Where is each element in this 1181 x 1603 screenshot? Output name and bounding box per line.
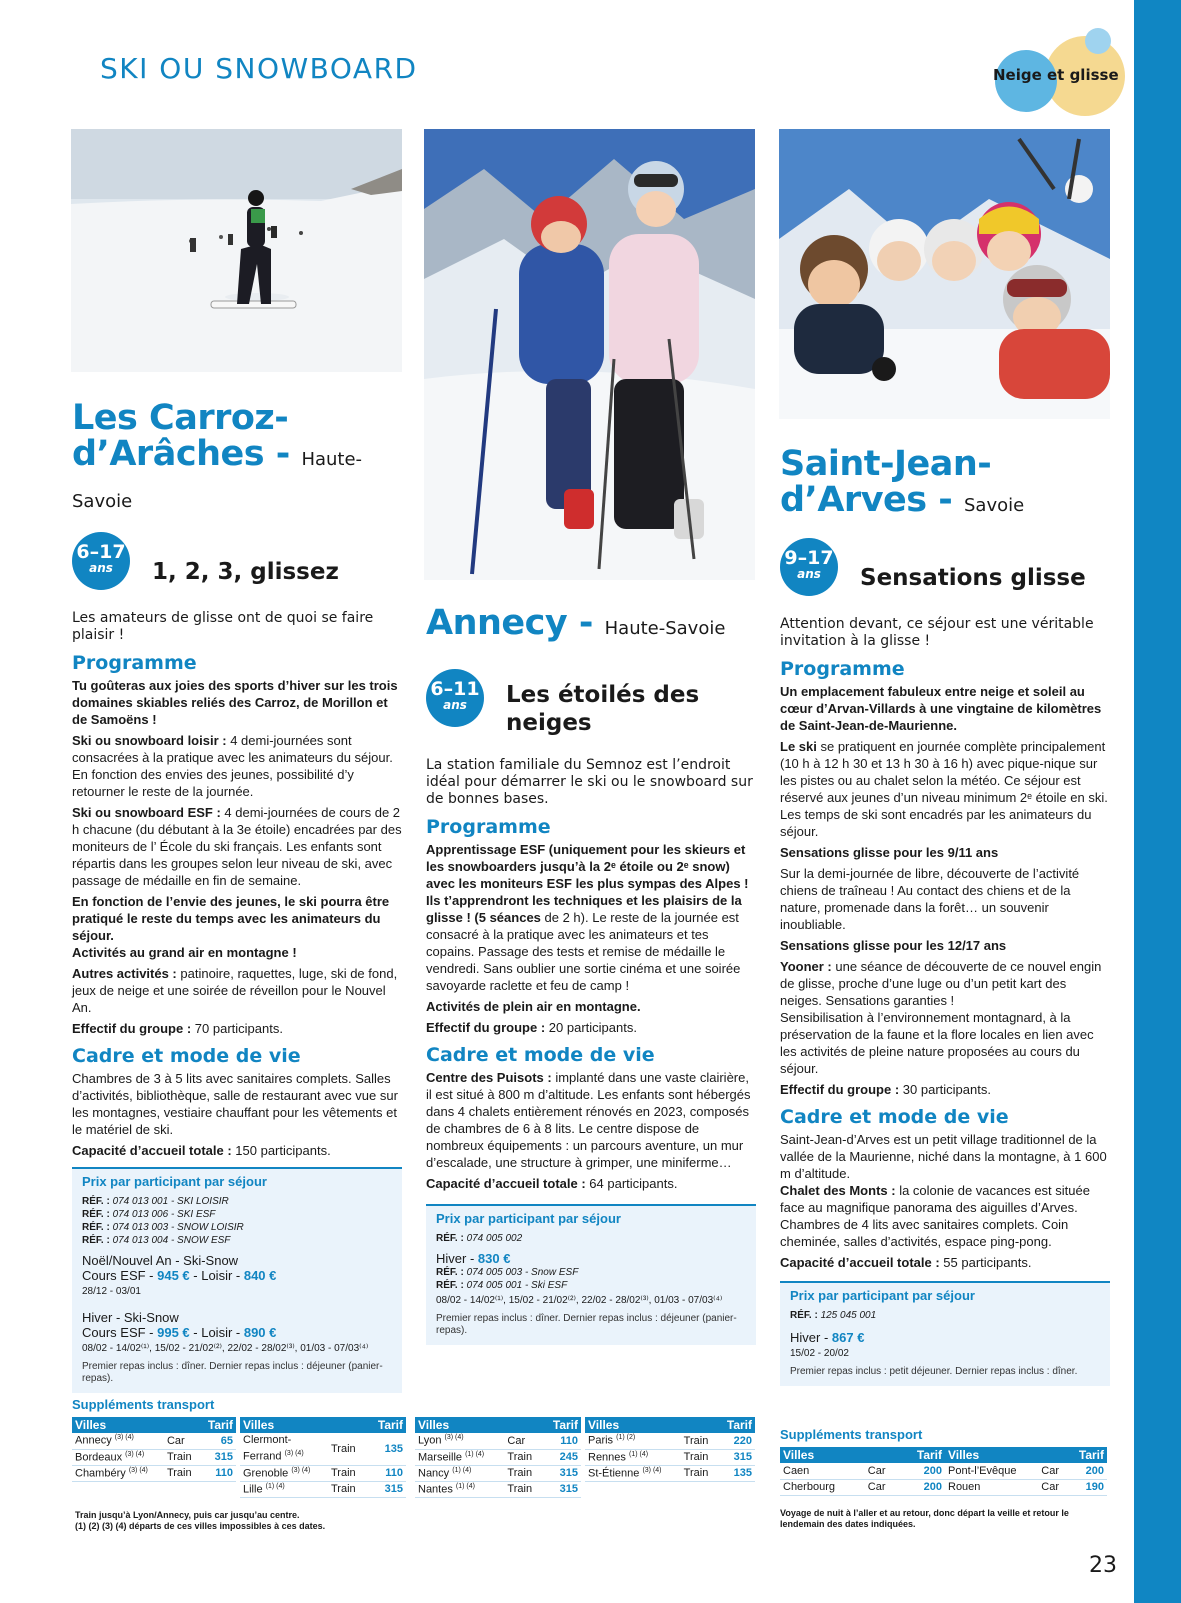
city-name: Paris [588,1435,614,1448]
transport-price: 110 [200,1465,236,1481]
ref-code: 074 005 003 - Snow ESF [466,1267,579,1278]
city-name: Rouen [945,1479,1038,1495]
ref-label: RÉF. : [82,1196,110,1207]
price-dates: 08/02 - 14/02⁽¹⁾, 15/02 - 21/02⁽²⁾, 22/02 - 28/02⁽³⁾, 01/03 - 07/03⁽⁴⁾ [436,1295,723,1306]
stay-title: Sensations glisse [860,565,1086,591]
price-value: 890 € [243,1325,277,1340]
price-value: 867 € [831,1330,865,1345]
transport-mode: Car [164,1433,200,1449]
footnote-mark: (3) (4) [114,1434,134,1442]
group-size-value: 30 participants. [899,1082,991,1097]
transport-mode: Train [504,1449,542,1465]
ref-line [790,1309,1100,1322]
table-row [945,1463,1107,1479]
price-period: Noël/Nouvel An - Ski-Snow [82,1253,239,1268]
stay-title: Les étoilés des neiges [506,682,700,736]
group-size-label: Effectif du groupe : [72,1021,192,1036]
table-row [585,1465,755,1481]
cadre-text: Saint-Jean-d’Arves est un petit village traditionnel de la vallée de la Maurienne, niché dans la montagne, à 1 600 m d’altitude. [780,1132,1107,1181]
capacity-label: Capacité d’accueil totale : [72,1143,232,1158]
destination-title [72,400,402,520]
transport-mode: Car [1038,1479,1068,1495]
ref-label: RÉF. : [82,1209,110,1220]
cadre-label: Chalet des Monts : [780,1183,896,1198]
column-header-price: Tarif [1068,1447,1107,1463]
capacity-value: 55 participants. [939,1255,1032,1270]
programme-detail: de 2 h). Le reste de la journée est consacré à la pratique avec les animateurs et tes copains. Passage des tests et remise de médaille le vendredi. Sans oublier une sortie cinéma et une soirée savoyarde raclette et feu de camp ! [426,910,741,993]
transport-price: 315 [367,1481,406,1497]
transport-price: 245 [542,1449,581,1465]
group-size [72,1020,402,1037]
heading-cadre: Cadre et mode de vie [780,1106,1009,1128]
footnote-mark: (1) (4) [455,1482,475,1490]
city-name: Lille [243,1483,263,1496]
meal-note: Premier repas inclus : petit déjeuner. Dernier repas inclus : dîner. [790,1366,1078,1377]
footnote-line: Train jusqu’à Lyon/Annecy, puis car jusqu’au centre. [75,1510,300,1520]
group-size [780,1081,1110,1098]
price-value: 830 € [477,1251,511,1266]
table-row [415,1433,581,1449]
programme-subheading: Sensations glisse pour les 12/17 ans [780,938,1007,953]
ref-label: RÉF. : [82,1222,110,1233]
ref-label: RÉF. : [82,1235,110,1246]
age-badge [780,538,838,596]
transport-price: 65 [200,1433,236,1449]
transport-table [240,1417,406,1498]
footnote-mark: (1) (4) [465,1450,485,1458]
table-row [780,1479,945,1495]
transport-price: 110 [542,1433,581,1449]
destination-title [426,605,756,647]
badge-circle-small [1085,28,1111,54]
heading-programme: Programme [426,816,551,838]
price-heading: Prix par participant par séjour [82,1174,267,1189]
price-dates: 15/02 - 20/02 [790,1348,849,1359]
programme-text: Un emplacement fabuleux entre neige et soleil au cœur d’Arvan-Villards à une vingtaine de kilomètres de Saint-Jean-de-Maurienne. [780,684,1102,733]
transport-price: 315 [542,1465,581,1481]
ref-label: RÉF. : [436,1233,464,1244]
footnote-mark: (3) (4) [128,1466,148,1474]
stay-annecy [426,605,756,1345]
stay-intro: Les amateurs de glisse ont de quoi se faire plaisir ! [72,610,374,643]
transport-price: 220 [718,1433,755,1449]
ref-label: RÉF. : [436,1267,464,1278]
meal-note: Premier repas inclus : dîner. Dernier repas inclus : déjeuner (panier-repas). [436,1313,737,1336]
photo-kids-skiing [424,129,755,580]
capacity [72,1142,402,1159]
programme-text [780,738,1110,840]
section-label: Neige et glisse [993,66,1119,84]
transport-price: 315 [718,1449,755,1465]
capacity-value: 150 participants. [231,1143,331,1158]
transport-price: 315 [200,1449,236,1465]
transport-price: 200 [899,1463,945,1479]
table-row [240,1433,406,1465]
age-row [426,659,756,737]
column-header-cities: Villes [945,1447,1038,1463]
heading-cadre: Cadre et mode de vie [72,1045,301,1067]
price-dates: 28/12 - 03/01 [82,1286,141,1297]
price-line [436,1251,746,1266]
programme-detail: se pratiquent en journée complète principalement (10 h à 12 h 30 et 13 h 30 à 16 h) avec pique-nique sur les pistes ou au chalet selon la météo. Ce séjour est réservé aux jeunes d’un niveau minimum 2ᵉ étoile en ski. Les temps de ski sont encadrés par les animateurs du séjour. [780,739,1108,839]
destination-region: Haute-Savoie [72,449,363,512]
transport-mode: Train [681,1449,718,1465]
transport-mode: Train [328,1433,367,1465]
ref-label: RÉF. : [436,1280,464,1291]
programme-text [780,958,1110,1009]
cadre-text [780,1182,1110,1250]
price-box [780,1281,1110,1386]
price-period: Hiver - [790,1330,832,1345]
programme-text [72,965,402,1016]
transport-mode: Train [328,1465,367,1481]
table-row [240,1481,406,1497]
city-name: Marseille [418,1451,463,1464]
transport-table [945,1447,1107,1496]
group-size-label: Effectif du groupe : [780,1082,900,1097]
destination-name-line1: Annecy - [426,603,593,643]
destination-title [780,446,1110,524]
meal-note: Premier repas inclus : dîner. Dernier repas inclus : déjeuner (panier-repas). [82,1361,383,1384]
programme-text: En fonction de l’envie des jeunes, le ski pourra être pratiqué le reste du temps avec les animateurs du séjour. [72,894,390,943]
column-header-price: Tarif [367,1417,406,1433]
cadre-detail: la colonie de vacances est située face au magnifique panorama des aiguilles d’Arves. Chambres de 4 lits avec sanitaires complets. Coin cheminée, salles d’activités, espace ping-pong. [780,1183,1090,1249]
price-option: Cours ESF - [82,1268,158,1283]
destination-name-line2: d’Arâches - [72,434,290,474]
capacity-label: Capacité d’accueil totale : [426,1176,586,1191]
transport-price: 110 [367,1465,406,1481]
programme-label: Le ski [780,739,817,754]
table-row [585,1433,755,1449]
ref-line [436,1266,746,1279]
table-row [945,1479,1107,1495]
destination-region: Haute-Savoie [604,618,726,639]
age-unit: ans [89,561,113,575]
age-range: 9–17 [784,547,834,569]
table-row [72,1433,236,1449]
city-name: Cherbourg [780,1479,865,1495]
transport-price: 190 [1068,1479,1107,1495]
ref-code: 074 013 006 - SKI ESF [112,1209,216,1220]
price-line [790,1330,1100,1345]
footnote-mark: (1) (4) [265,1482,285,1490]
programme-label: Apprentissage ESF (uniquement pour les skieurs et les snowboarders jusqu’à la 2ᵉ étoile ou 2ᵉ snow) avec les moniteurs ESF les plus sympas des Alpes ! Ils t’apprendront les techniques et les plaisirs de la glisse ! (5 séances [426,842,749,925]
transport-table [72,1417,236,1482]
price-value: 840 € [243,1268,277,1283]
page-number: 23 [1089,1553,1117,1578]
transport-footnote: Voyage de nuit à l’aller et au retour, donc départ la veille et retour le lendemain des dates indiquées. [780,1508,1069,1529]
transport-mode: Train [328,1481,367,1497]
column-header-price: Tarif [718,1417,755,1433]
ref-label: RÉF. : [790,1310,818,1321]
transport-table [415,1417,581,1498]
programme-label: Ski ou snowboard ESF : [72,805,221,820]
column-header-cities: Villes [585,1417,681,1433]
programme-label: Autres activités : [72,966,177,981]
footnote-mark: (3) (4) [125,1450,145,1458]
ref-code: 125 045 001 [820,1310,877,1321]
ref-code: 074 013 001 - SKI LOISIR [112,1196,229,1207]
footnote-mark: (3) (4) [284,1450,304,1457]
programme-text [426,841,756,994]
ref-line [82,1208,392,1221]
group-size-label: Effectif du groupe : [426,1020,546,1035]
destination-name-line1: Les Carroz- [72,398,289,438]
stay-saint-jean-d-arves [780,446,1110,1386]
programme-text [72,732,402,800]
price-period: Hiver - Ski-Snow [82,1310,179,1325]
city-name: Chambéry [75,1467,126,1480]
page-title: SKI OU SNOWBOARD [100,52,418,85]
section-badge [985,22,1135,122]
stay-carroz [72,400,402,1393]
transport-price: 315 [542,1481,581,1497]
transport-mode: Car [865,1463,900,1479]
price-option: - Loisir - [189,1325,244,1340]
ref-code: 074 013 004 - SNOW ESF [112,1235,231,1246]
table-row [240,1465,406,1481]
programme-label: Yooner : [780,959,832,974]
transport-supplements-title: Suppléments transport [780,1427,923,1442]
transport-table [585,1417,755,1482]
age-badge [72,532,130,590]
destination-name-line2: d’Arves - [780,480,953,520]
cadre-detail: implanté dans une vaste clairière, il est situé à 800 m d’altitude. Les enfants sont hébergés dans 4 chalets entièrement rénovés en 2023, composés de chambres de 6 à 8 lits. Le centre dispose de nombreux équipements : un parcours aventure, un mur d’escalade, une structure à grimper, une miniferme… [426,1070,751,1170]
footnote-mark: (1) (4) [628,1450,649,1458]
city-name: Caen [780,1463,865,1479]
column-header-cities: Villes [72,1417,164,1433]
footnote-mark: (1) (4) [452,1466,472,1474]
group-size [426,1019,756,1036]
transport-table [780,1447,945,1496]
table-row [415,1465,581,1481]
price-value: 995 € [157,1325,190,1340]
city-name: Grenoble [243,1467,289,1480]
column-header-cities: Villes [240,1417,328,1433]
ref-code: 074 013 003 - SNOW LOISIR [112,1222,244,1233]
capacity [780,1254,1110,1271]
city-name: Bordeaux [75,1451,123,1464]
ref-line [82,1221,392,1234]
heading-cadre: Cadre et mode de vie [426,1044,655,1066]
stay-intro: La station familiale du Semnoz est l’endroit idéal pour démarrer le ski ou le snowboard sur de bonnes bases. [426,757,753,807]
stay-intro: Attention devant, ce séjour est une véritable invitation à la glisse ! [780,616,1094,649]
transport-price: 200 [1068,1463,1107,1479]
price-option: - Loisir - [189,1268,244,1283]
programme-label: Ski ou snowboard loisir : [72,733,227,748]
age-row [72,532,402,590]
cadre-text: Chambres de 3 à 5 lits avec sanitaires complets. Salles d’activités, bibliothèque, salle de restaurant avec vue sur les montagnes, vestiaire chauffant pour les vêtements et le matériel de ski. [72,1071,398,1137]
price-box [72,1167,402,1393]
programme-detail: patinoire, raquettes, luge, ski de fond, jeux de neige et une soirée de réveillon pour le Nouvel An. [72,966,398,1015]
programme-text: Activités au grand air en montagne ! [72,945,297,960]
price-heading: Prix par participant par séjour [790,1288,975,1303]
age-unit: ans [443,698,467,712]
ref-line [82,1195,392,1208]
footnote-mark: (1) (2) [616,1434,636,1442]
programme-subheading: Sensations glisse pour les 9/11 ans [780,845,999,860]
table-row [780,1463,945,1479]
ref-code: 074 005 001 - Ski ESF [466,1280,568,1291]
group-size-value: 20 participants. [545,1020,637,1035]
transport-price: 135 [718,1465,755,1481]
column-header-price: Tarif [200,1417,236,1433]
price-heading: Prix par participant par séjour [436,1211,621,1226]
table-row [585,1449,755,1465]
price-option: Cours ESF - [82,1325,158,1340]
cadre-label: Centre des Puisots : [426,1070,552,1085]
transport-mode: Train [164,1465,200,1481]
ref-code: 074 005 002 [466,1233,523,1244]
programme-text: Sur la demi-journée de libre, découverte de l’activité chiens de traîneau ! Au contact des chiens et de la nature, promenade dans la forêt… un souvenir inoubliable. [780,866,1080,932]
age-unit: ans [797,567,821,581]
transport-price: 135 [367,1433,406,1465]
transport-mode: Train [681,1433,718,1449]
column-header-price: Tarif [542,1417,581,1433]
capacity [426,1175,756,1192]
capacity-label: Capacité d’accueil totale : [780,1255,940,1270]
age-range: 6–17 [76,541,126,563]
price-value: 945 € [157,1268,190,1283]
table-row [415,1481,581,1497]
ref-line [436,1232,746,1245]
table-row [72,1449,236,1465]
transport-mode: Train [504,1481,542,1497]
transport-footnote [75,1510,405,1532]
price-period: Hiver - [436,1251,478,1266]
stay-title: 1, 2, 3, glissez [152,559,339,585]
transport-supplements-title: Suppléments transport [72,1397,215,1412]
capacity-value: 64 participants. [585,1176,678,1191]
programme-detail: 4 demi-journées de cours de 2 h chacune (du débutant à la 3e étoile) encadrées par des moniteurs de l’ École du ski français. Les enfants sont répartis dans les groupes selon leur niveau de ski, avec passage de médaille en fin de semaine. [72,805,402,888]
transport-price: 200 [899,1479,945,1495]
ref-line [82,1234,392,1247]
transport-mode: Car [865,1479,900,1495]
column-header-cities: Villes [780,1447,865,1463]
city-name: Nantes [418,1483,453,1496]
age-badge [426,669,484,727]
programme-text: Sensibilisation à l’environnement montagnard, à la préservation de la faune et la flore locales en lien avec les activités de pleine nature proposées au cours du séjour. [780,1010,1094,1076]
transport-mode: Car [1038,1463,1068,1479]
city-name: Rennes [588,1451,626,1464]
city-name: Lyon [418,1435,442,1448]
city-name: Clermont-Ferrand [243,1434,292,1463]
side-color-band [1134,0,1181,1603]
programme-detail: une séance de découverte de ce nouvel engin de glisse, proche d’une luge ou d’un petit kart des neiges. Sensations garanties ! [780,959,1102,1008]
photo-snowboarder [71,129,402,372]
price-box [426,1204,756,1345]
programme-text [72,804,402,889]
price-dates: 08/02 - 14/02⁽¹⁾, 15/02 - 21/02⁽²⁾, 22/02 - 28/02⁽³⁾, 01/03 - 07/03⁽⁴⁾ [82,1343,369,1354]
footnote-line: (1) (2) (3) (4) départs de ces villes impossibles à ces dates. [75,1521,326,1531]
age-row [780,538,1110,596]
group-size-value: 70 participants. [191,1021,283,1036]
heading-programme: Programme [780,658,905,680]
column-header-price: Tarif [899,1447,945,1463]
footnote-mark: (3) (4) [291,1466,311,1474]
transport-mode: Train [164,1449,200,1465]
price-line [82,1253,392,1283]
programme-text: Tu goûteras aux joies des sports d’hiver sur les trois domaines skiables reliés des Carroz, de Morillon et de Samoëns ! [72,678,398,727]
footnote-mark: (3) (4) [444,1434,464,1442]
destination-region: Savoie [963,495,1025,516]
transport-mode: Train [504,1465,542,1481]
age-range: 6–11 [430,678,480,700]
programme-text: Activités de plein air en montagne. [426,999,641,1014]
price-line [82,1310,392,1340]
photo-group-teens [779,129,1110,419]
table-row [415,1449,581,1465]
destination-name-line1: Saint-Jean- [780,444,992,484]
transport-mode: Car [504,1433,542,1449]
column-header-cities: Villes [415,1417,504,1433]
programme-detail: 4 demi-journées sont consacrées à la pratique avec les animateurs du séjour. En fonction des envies des jeunes, possibilité d’y retourner le reste de la journée. [72,733,393,799]
city-name: Nancy [418,1467,450,1480]
ref-line [436,1279,746,1292]
city-name: St-Étienne [588,1467,640,1480]
table-row [72,1465,236,1481]
transport-mode: Train [681,1465,718,1481]
city-name: Pont-l’Evêque [945,1463,1038,1479]
footnote-mark: (3) (4) [642,1466,662,1474]
cadre-text [426,1069,756,1171]
city-name: Annecy [75,1435,112,1448]
heading-programme: Programme [72,652,197,674]
